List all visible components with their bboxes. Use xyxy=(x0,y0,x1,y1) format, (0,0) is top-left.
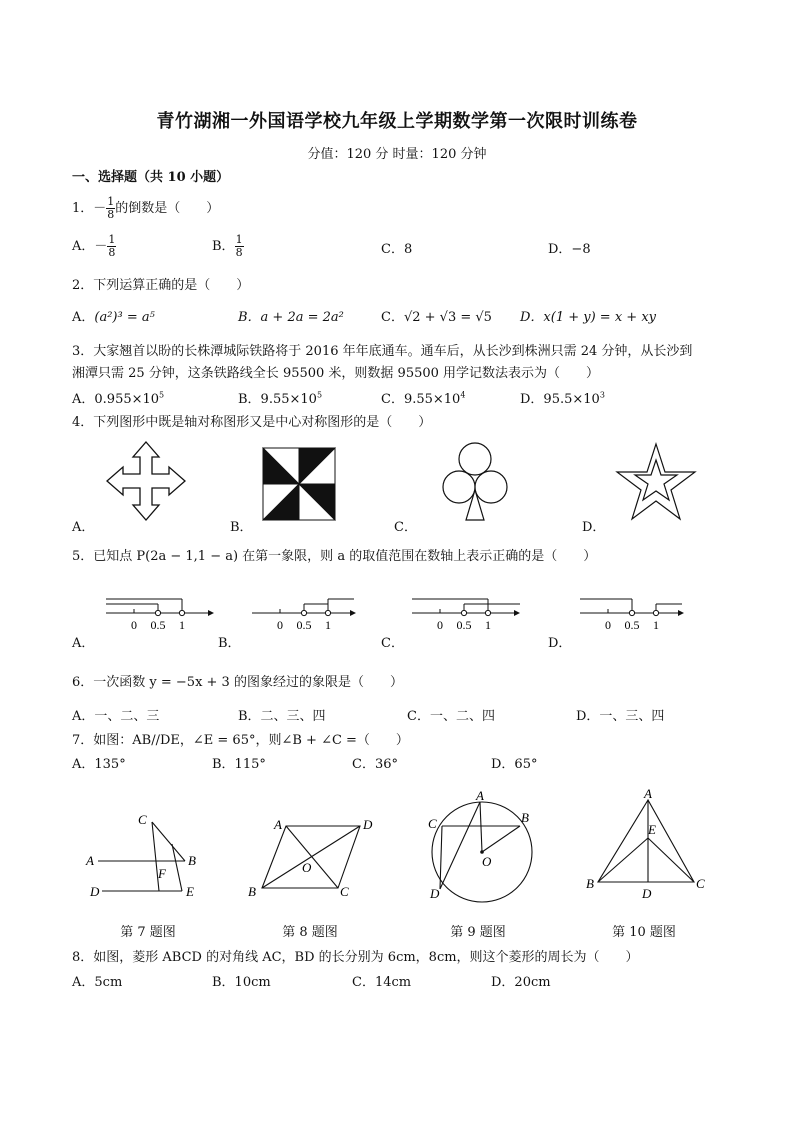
star-figure xyxy=(614,442,698,522)
fig8-label-a: A xyxy=(274,817,282,832)
q1-option-c[interactable]: C．8 xyxy=(381,242,413,257)
q8-option-d[interactable]: D．20cm xyxy=(491,975,551,990)
q3-option-c[interactable] xyxy=(381,388,465,407)
q3-c-text: C．9.55×10 xyxy=(381,392,461,407)
fig8-label-b: B xyxy=(248,884,256,899)
fig10-label-a: A xyxy=(644,786,652,801)
question-8: 8．如图，菱形 ABCD 的对角线 AC，BD 的长分别为 6cm，8cm，则这个菱形的周长为（ ） xyxy=(72,950,639,965)
club-figure xyxy=(442,440,508,522)
q6-option-d[interactable]: D．一、三、四 xyxy=(576,709,665,724)
q6-option-a[interactable]: A．一、二、三 xyxy=(72,709,160,724)
q7-option-a[interactable]: A．135° xyxy=(72,757,126,772)
q7-option-d[interactable]: D．65° xyxy=(491,757,538,772)
number-line-b xyxy=(250,590,362,634)
q6-option-b[interactable]: B．二、三、四 xyxy=(238,709,326,724)
nl-c-tick-1: 1 xyxy=(485,618,491,632)
fig10-label-d: D xyxy=(642,886,652,901)
q1-b-num: 1 xyxy=(235,233,243,246)
cross-arrows-figure xyxy=(104,440,188,522)
q2-a-label: A． xyxy=(72,310,95,325)
q1-neg: － xyxy=(93,201,107,216)
q3-d-exp: 3 xyxy=(599,390,605,400)
q2-option-d[interactable]: D．x(1 + y) = x + xy xyxy=(520,310,656,325)
fig7-label-d: D xyxy=(90,884,100,899)
q3-option-a[interactable] xyxy=(72,388,164,407)
q1-option-a[interactable] xyxy=(72,234,116,259)
figure-10-caption: 第 10 题图 xyxy=(612,925,676,940)
nl-c-tick-05: 0.5 xyxy=(456,618,472,632)
q2-option-c[interactable]: C．√2 + √3 = √5 xyxy=(381,310,492,325)
q3-d-text: D．95.5×10 xyxy=(520,392,600,407)
number-line-c xyxy=(410,590,522,634)
nl-b-tick-0: 0 xyxy=(277,618,283,632)
q3-b-text: B．9.55×10 xyxy=(238,392,317,407)
nl-a-tick-05: 0.5 xyxy=(150,618,166,632)
pinwheel-figure xyxy=(262,447,336,521)
figure-7 xyxy=(82,808,202,908)
nl-b-tick-1: 1 xyxy=(325,618,331,632)
q6-option-c[interactable]: C．一、二、四 xyxy=(407,709,495,724)
q1-den: 8 xyxy=(107,208,115,221)
question-2: 2．下列运算正确的是（ ） xyxy=(72,278,250,293)
q2-option-b[interactable]: B．a + 2a = 2a² xyxy=(238,310,344,325)
q1-prefix: 1． xyxy=(72,201,94,216)
q1-option-b[interactable] xyxy=(212,234,244,259)
q1-a-label: A．－ xyxy=(72,239,108,254)
q5-option-a[interactable]: A． xyxy=(72,636,95,651)
q1-a-den: 8 xyxy=(108,246,116,259)
nl-d-tick-1: 1 xyxy=(653,618,659,632)
figure-9 xyxy=(420,786,540,906)
fig10-label-b: B xyxy=(586,876,594,891)
q4-option-b[interactable]: B． xyxy=(230,520,253,535)
q1-a-num: 1 xyxy=(108,233,116,246)
figure-8-caption: 第 8 题图 xyxy=(282,925,338,940)
q7-option-c[interactable]: C．36° xyxy=(352,757,398,772)
question-5: 5．已知点 P(2a − 1,1 − a) 在第一象限，则 a 的取值范围在数轴上表示正确的是（ ） xyxy=(72,549,597,564)
q8-option-b[interactable]: B．10cm xyxy=(212,975,271,990)
q5-option-c[interactable]: C． xyxy=(381,636,404,651)
q3-b-exp: 5 xyxy=(316,390,323,400)
fig10-label-c: C xyxy=(696,876,705,891)
nl-a-tick-1: 1 xyxy=(179,618,185,632)
fig7-label-f: F xyxy=(158,866,166,881)
fig8-label-o: O xyxy=(302,860,312,875)
q2-a-expr: (a²)³ = a⁵ xyxy=(94,310,155,325)
fig9-label-o: O xyxy=(482,854,492,869)
q8-option-c[interactable]: C．14cm xyxy=(352,975,412,990)
q1-num: 1 xyxy=(107,195,115,208)
figure-10 xyxy=(582,786,712,906)
q3-option-d[interactable] xyxy=(520,388,605,407)
fig8-label-c: C xyxy=(340,884,349,899)
question-1 xyxy=(72,196,219,221)
nl-d-tick-05: 0.5 xyxy=(624,618,640,632)
question-6: 6．一次函数 y = −5x + 3 的图象经过的象限是（ ） xyxy=(72,675,403,690)
q5-option-b[interactable]: B． xyxy=(218,636,241,651)
fig7-label-a: A xyxy=(86,853,94,868)
fig10-label-e: E xyxy=(648,822,656,837)
question-3-line1: 3．大家翘首以盼的长株潭城际铁路将于 2016 年年底通车。通车后，从长沙到株洲只需 24 分钟，从长沙到 xyxy=(72,344,693,359)
question-4: 4．下列图形中既是轴对称图形又是中心对称图形的是（ ） xyxy=(72,415,432,430)
nl-d-tick-0: 0 xyxy=(605,618,611,632)
q1-suffix: 的倒数是（ ） xyxy=(115,201,220,216)
q3-c-exp: 4 xyxy=(460,390,466,400)
fig9-label-d: D xyxy=(430,886,440,901)
fig7-label-b: B xyxy=(188,853,196,868)
question-3-line2: 湘潭只需 25 分钟，这条铁路线全长 95500 米，则数据 95500 用学记数法表示为（ ） xyxy=(72,366,600,381)
fig7-label-e: E xyxy=(186,884,194,899)
page-title: 青竹湖湘一外国语学校九年级上学期数学第一次限时训练卷 xyxy=(156,111,638,132)
q4-option-c[interactable]: C． xyxy=(394,520,417,535)
page-subtitle: 分值：120 分 时量：120 分钟 xyxy=(307,147,487,162)
fig9-label-c: C xyxy=(428,816,437,831)
q5-option-d[interactable]: D． xyxy=(548,636,572,651)
nl-a-tick-0: 0 xyxy=(131,618,137,632)
q3-option-b[interactable] xyxy=(238,388,322,407)
q1-option-d[interactable]: D．−8 xyxy=(548,242,591,257)
q1-b-label: B． xyxy=(212,239,235,254)
q7-option-b[interactable]: B．115° xyxy=(212,757,266,772)
fig9-label-b: B xyxy=(521,810,529,825)
q8-option-a[interactable]: A．5cm xyxy=(72,975,123,990)
q1-fraction xyxy=(106,196,115,221)
section-title: 一、选择题（共 10 小题） xyxy=(72,170,230,185)
q3-a-exp: 5 xyxy=(159,390,165,400)
nl-c-tick-0: 0 xyxy=(437,618,443,632)
fig8-label-d: D xyxy=(363,817,373,832)
q1-b-den: 8 xyxy=(235,246,243,259)
q4-option-a[interactable]: A． xyxy=(72,520,95,535)
q4-option-d[interactable]: D． xyxy=(582,520,606,535)
figure-9-caption: 第 9 题图 xyxy=(450,925,506,940)
nl-b-tick-05: 0.5 xyxy=(296,618,312,632)
figure-8 xyxy=(242,812,382,902)
number-line-d xyxy=(578,590,690,634)
q2-option-a[interactable] xyxy=(72,306,155,325)
q3-a-text: A．0.955×10 xyxy=(72,392,160,407)
fig7-label-c: C xyxy=(138,812,147,827)
question-7: 7．如图：AB//DE，∠E = 65°，则∠B + ∠C =（ ） xyxy=(72,733,409,748)
number-line-a xyxy=(104,590,216,634)
figure-7-caption: 第 7 题图 xyxy=(120,925,176,940)
fig9-label-a: A xyxy=(476,788,484,803)
